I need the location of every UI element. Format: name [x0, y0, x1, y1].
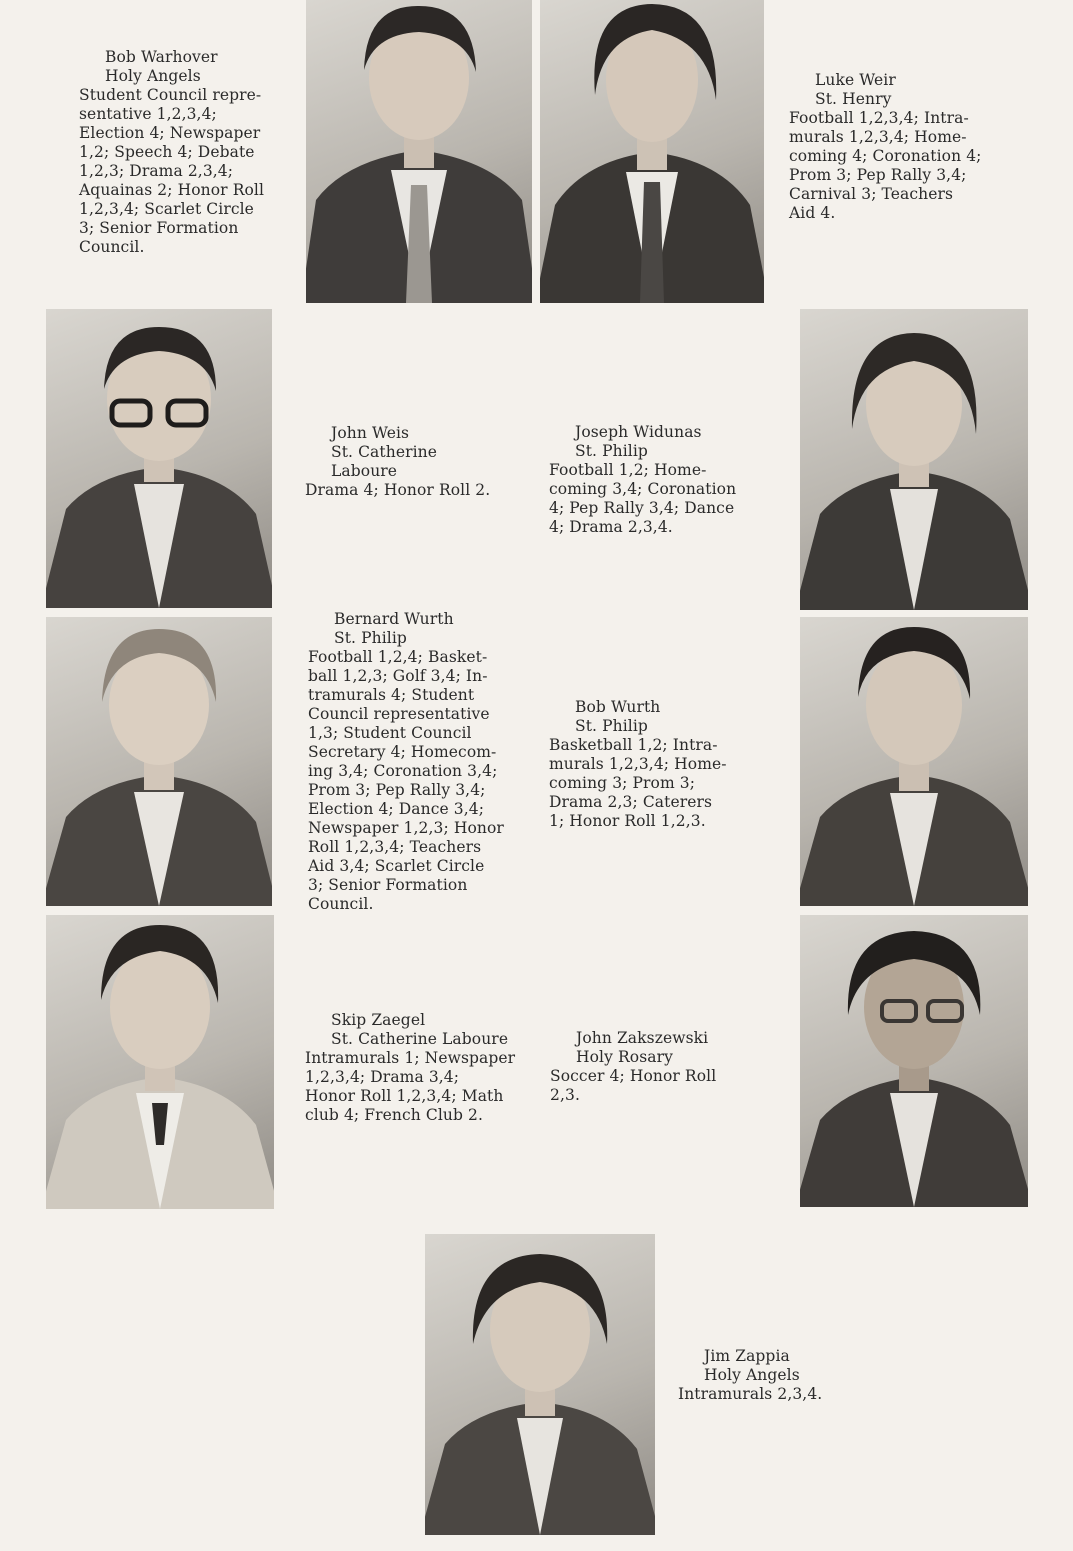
- activity-line: Aid 3,4; Scarlet Circle: [308, 857, 485, 875]
- student-parish: St. Philip: [334, 629, 407, 647]
- student-parish: Holy Angels: [105, 67, 201, 85]
- activity-line: 1,2,3,4; Scarlet Circle: [79, 200, 254, 218]
- student-caption-bernard-wurth: [308, 610, 504, 914]
- activity-line: Soccer 4; Honor Roll: [550, 1067, 717, 1085]
- activity-line: sentative 1,2,3,4;: [79, 105, 217, 123]
- student-name: Bob Warhover: [105, 48, 218, 66]
- activity-line: 4; Drama 2,3,4.: [549, 518, 673, 536]
- activity-line: 1,2,3; Drama 2,3,4;: [79, 162, 234, 180]
- activity-line: Intramurals 2,3,4.: [678, 1385, 823, 1403]
- activity-line: 3; Senior Formation: [79, 219, 239, 237]
- activity-line: Council.: [79, 238, 145, 256]
- portrait-photo-weis: [46, 309, 272, 608]
- activity-line: Prom 3; Pep Rally 3,4;: [308, 781, 486, 799]
- student-caption-warhover: [79, 48, 264, 257]
- activity-line: Prom 3; Pep Rally 3,4;: [789, 166, 967, 184]
- portrait-photo-bernard-wurth: [46, 617, 272, 906]
- activity-line: 4; Pep Rally 3,4; Dance: [549, 499, 735, 517]
- student-name: Bob Wurth: [575, 698, 661, 716]
- portrait-photo-zaegel: [46, 915, 274, 1209]
- student-parish: St. Henry: [815, 90, 892, 108]
- activity-line: coming 3; Prom 3;: [549, 774, 696, 792]
- student-parish: St. Philip: [575, 717, 648, 735]
- activity-line: Aquainas 2; Honor Roll: [79, 181, 265, 199]
- activity-line: Newspaper 1,2,3; Honor: [308, 819, 504, 837]
- student-name: John Zakszewski: [576, 1029, 709, 1047]
- student-caption-zappia: [678, 1347, 822, 1404]
- student-parish: Holy Angels: [704, 1366, 800, 1384]
- student-name: John Weis: [331, 424, 410, 442]
- activity-line: coming 4; Coronation 4;: [789, 147, 982, 165]
- activity-line: Basketball 1,2; Intra-: [549, 736, 718, 754]
- student-name: Bernard Wurth: [334, 610, 454, 628]
- activity-line: coming 3,4; Coronation: [549, 480, 737, 498]
- activity-line: Aid 4.: [789, 204, 836, 222]
- student-caption-weis: [305, 424, 490, 500]
- activity-line: 1,2; Speech 4; Debate: [79, 143, 255, 161]
- activity-line: Election 4; Newspaper: [79, 124, 261, 142]
- activity-line: Election 4; Dance 3,4;: [308, 800, 485, 818]
- student-parish-line2: Laboure: [331, 462, 398, 480]
- student-name: Luke Weir: [815, 71, 896, 89]
- portrait-photo-zappia: [425, 1234, 655, 1535]
- student-caption-widunas: [549, 423, 736, 537]
- student-parish: St. Catherine Laboure: [331, 1030, 509, 1048]
- activity-line: Council.: [308, 895, 374, 913]
- student-caption-bob-wurth: [549, 698, 727, 831]
- activity-line: 2,3.: [550, 1086, 580, 1104]
- activity-line: 3; Senior Formation: [308, 876, 468, 894]
- student-name: Skip Zaegel: [331, 1011, 426, 1029]
- activity-line: Intramurals 1; Newspaper: [305, 1049, 516, 1067]
- portrait-photo-weir: [540, 0, 764, 303]
- activity-line: 1; Honor Roll 1,2,3.: [549, 812, 706, 830]
- activity-line: Football 1,2,4; Basket-: [308, 648, 488, 666]
- student-caption-zakszewski: [550, 1029, 716, 1105]
- activity-line: Drama 4; Honor Roll 2.: [305, 481, 491, 499]
- activity-line: club 4; French Club 2.: [305, 1106, 484, 1124]
- student-name: Jim Zappia: [704, 1347, 790, 1365]
- activity-line: Roll 1,2,3,4; Teachers: [308, 838, 482, 856]
- activity-line: tramurals 4; Student: [308, 686, 475, 704]
- activity-line: Football 1,2,3,4; Intra-: [789, 109, 969, 127]
- activity-line: Secretary 4; Homecom-: [308, 743, 497, 761]
- activity-line: Carnival 3; Teachers: [789, 185, 954, 203]
- portrait-photo-widunas: [800, 309, 1028, 610]
- activity-line: Football 1,2; Home-: [549, 461, 707, 479]
- activity-line: ing 3,4; Coronation 3,4;: [308, 762, 498, 780]
- student-name: Joseph Widunas: [575, 423, 702, 441]
- student-parish: St. Catherine: [331, 443, 438, 461]
- student-parish: St. Philip: [575, 442, 648, 460]
- activity-line: murals 1,2,3,4; Home-: [549, 755, 727, 773]
- portrait-photo-zakszewski: [800, 915, 1028, 1207]
- student-caption-weir: [789, 71, 981, 223]
- activity-line: 1,2,3,4; Drama 3,4;: [305, 1068, 460, 1086]
- activity-line: Council representative: [308, 705, 490, 723]
- activity-line: ball 1,2,3; Golf 3,4; In-: [308, 667, 488, 685]
- portrait-photo-warhover: [306, 0, 532, 303]
- activity-line: murals 1,2,3,4; Home-: [789, 128, 967, 146]
- activity-line: Honor Roll 1,2,3,4; Math: [305, 1087, 504, 1105]
- activity-line: 1,3; Student Council: [308, 724, 472, 742]
- activity-line: Student Council repre-: [79, 86, 262, 104]
- student-parish: Holy Rosary: [576, 1048, 673, 1066]
- portrait-photo-bob-wurth: [800, 617, 1028, 906]
- activity-line: Drama 2,3; Caterers: [549, 793, 713, 811]
- student-caption-zaegel: [305, 1011, 515, 1125]
